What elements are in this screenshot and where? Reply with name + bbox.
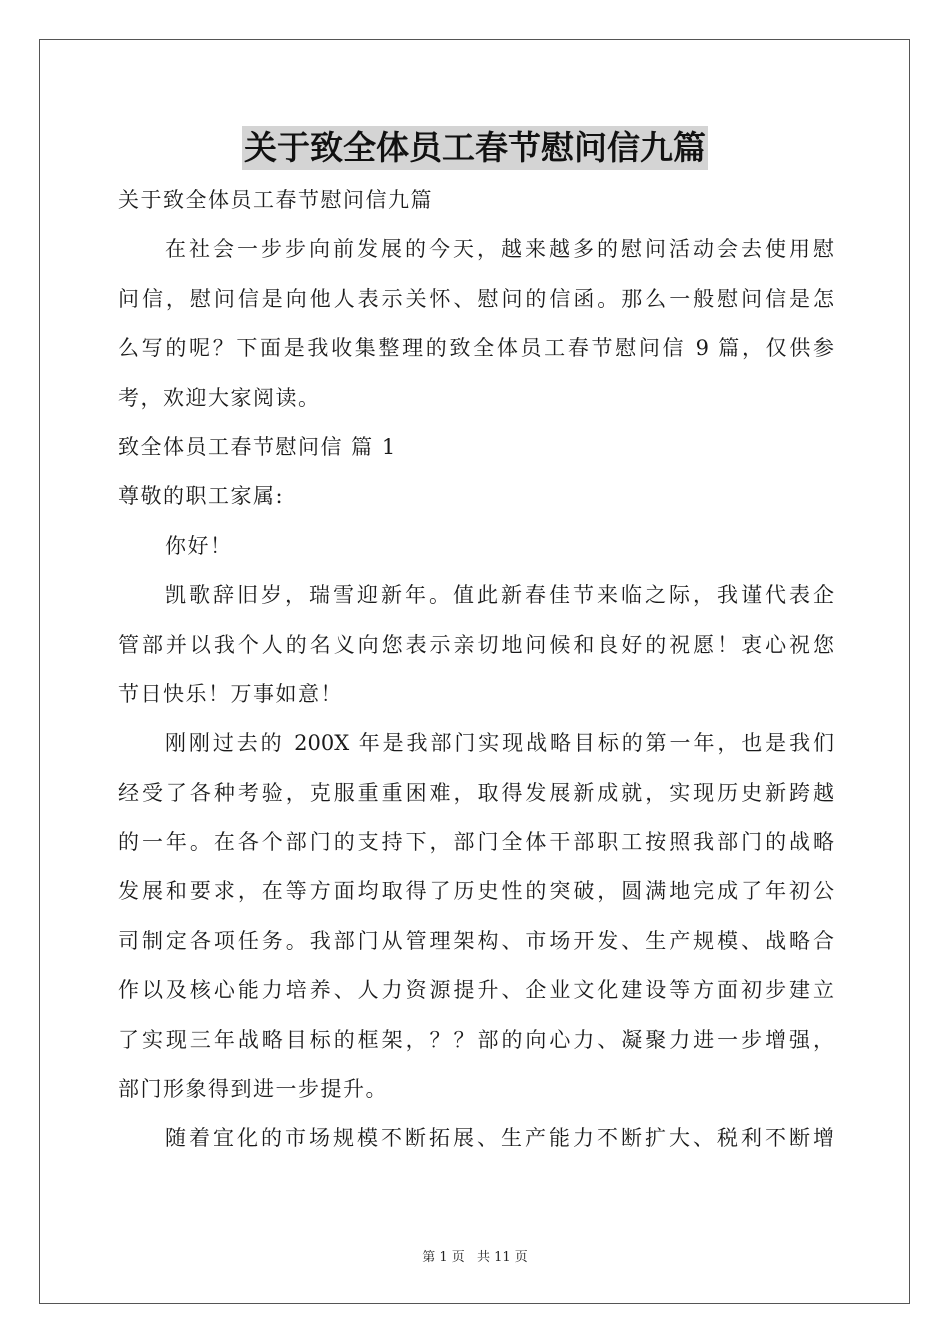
text-line: 凯歌辞旧岁，瑞雪迎新年。值此新春佳节来临之际，我谨代表企 — [165, 583, 834, 608]
document-body — [118, 176, 834, 1164]
text-line: 刚刚过去的 200X 年是我部门实现战略目标的第一年，也是我们 — [165, 731, 834, 756]
text-line: 尊敬的职工家属: — [118, 484, 285, 509]
page-number: 第 1 页 — [422, 1250, 465, 1265]
text-line: 随着宜化的市场规模不断拓展、生产能力不断扩大、税利不断增 — [165, 1126, 834, 1151]
text-line: 致全体员工春节慰问信 篇 1 — [118, 434, 397, 459]
text-line: 考，欢迎大家阅读。 — [118, 385, 321, 410]
text-line: 部门形象得到进一步提升。 — [118, 1077, 388, 1102]
text-line: 的一年。在各个部门的支持下，部门全体干部职工按照我部门的战略 — [118, 830, 834, 855]
document-title: 关于致全体员工春节慰问信九篇 — [242, 126, 708, 170]
text-line: 管部并以我个人的名义向您表示亲切地问候和良好的祝愿！衷心祝您 — [118, 632, 834, 657]
page-total: 共 11 页 — [476, 1250, 528, 1265]
page-footer — [0, 1246, 950, 1265]
text-line: 节日快乐！万事如意！ — [118, 681, 343, 706]
text-line: 么写的呢？下面是我收集整理的致全体员工春节慰问信 9 篇，仅供参 — [118, 336, 834, 361]
text-line: 司制定各项任务。我部门从管理架构、市场开发、生产规模、战略合 — [118, 928, 834, 953]
text-line: 作以及核心能力培养、人力资源提升、企业文化建设等方面初步建立 — [118, 978, 834, 1003]
text-line: 了实现三年战略目标的框架，？？部的向心力、凝聚力进一步增强， — [118, 1027, 834, 1052]
text-line: 问信，慰问信是向他人表示关怀、慰问的信函。那么一般慰问信是怎 — [118, 286, 834, 311]
text-line: 关于致全体员工春节慰问信九篇 — [118, 188, 433, 212]
title-wrap — [0, 126, 950, 170]
text-line: 经受了各种考验，克服重重困难，取得发展新成就，实现历史新跨越 — [118, 780, 834, 805]
text-line: 在社会一步步向前发展的今天，越来越多的慰问活动会去使用慰 — [165, 237, 834, 262]
text-line: 发展和要求，在等方面均取得了历史性的突破，圆满地完成了年初公 — [118, 879, 834, 904]
text-line: 你好！ — [165, 533, 233, 558]
